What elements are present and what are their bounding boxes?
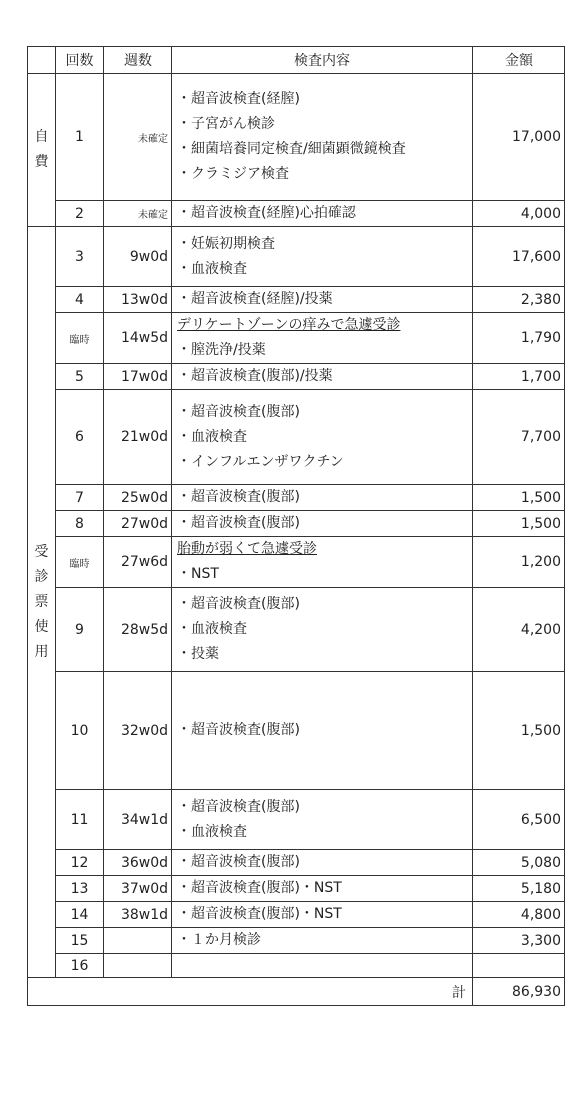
gestational-week: 37w0d [104, 876, 172, 902]
amount: 5,080 [473, 850, 565, 876]
total-row [28, 978, 565, 1006]
exam-line: ・子宮がん検診 [177, 116, 275, 132]
exam-line: ・NST [177, 566, 219, 582]
table-row [28, 850, 565, 876]
table-row [28, 227, 565, 287]
table-row [28, 928, 565, 954]
exam-content [172, 511, 473, 537]
table-row [28, 74, 565, 201]
table-row [28, 537, 565, 588]
group-char: 診 [34, 568, 49, 585]
visit-number: 2 [56, 201, 104, 227]
exam-content [172, 790, 473, 850]
exam-content [172, 537, 473, 588]
gestational-week: 32w0d [104, 672, 172, 790]
amount: 1,500 [473, 511, 565, 537]
exam-cost-table [27, 46, 565, 1006]
table-row [28, 588, 565, 672]
exam-line: ・超音波検査(経膣) [177, 91, 300, 107]
gestational-week: 14w5d [104, 313, 172, 364]
gestational-week: 36w0d [104, 850, 172, 876]
gestational-week: 21w0d [104, 390, 172, 485]
table-row [28, 672, 565, 790]
group-char: 用 [34, 643, 49, 660]
gestational-week: 9w0d [104, 227, 172, 287]
exam-line: ・超音波検査(腹部) [177, 722, 300, 738]
exam-line: ・血液検査 [177, 823, 247, 840]
header-category [28, 47, 56, 74]
amount: 17,600 [473, 227, 565, 287]
amount: 1,700 [473, 364, 565, 390]
exam-line: ・細菌培養同定検査/細菌顕微鏡検査 [177, 141, 406, 157]
gestational-week: 28w5d [104, 588, 172, 672]
visit-number: 臨時 [56, 537, 104, 588]
exam-content [172, 74, 473, 201]
table-row [28, 790, 565, 850]
amount: 17,000 [473, 74, 565, 201]
group-char: 受 [34, 543, 49, 560]
exam-line: ・超音波検査(腹部)/投薬 [177, 368, 333, 384]
exam-line: ・超音波検査(腹部) [177, 596, 300, 612]
exam-content [172, 672, 473, 790]
group-char: 使 [34, 618, 49, 635]
visit-number: 8 [56, 511, 104, 537]
amount: 1,200 [473, 537, 565, 588]
table-row [28, 954, 565, 978]
exam-line: ・膣洗浄/投薬 [177, 342, 266, 358]
exam-content [172, 850, 473, 876]
table-row [28, 902, 565, 928]
exam-content [172, 902, 473, 928]
table-row [28, 201, 565, 227]
exam-content [172, 201, 473, 227]
header-count: 回数 [56, 47, 104, 74]
exam-line: ・超音波検査(腹部) [177, 403, 300, 420]
table-row [28, 390, 565, 485]
exam-line: ・超音波検査(腹部)・NST [177, 906, 342, 922]
group-label-self-pay [28, 74, 56, 227]
gestational-week: 17w0d [104, 364, 172, 390]
visit-number: 15 [56, 928, 104, 954]
amount: 4,800 [473, 902, 565, 928]
amount: 4,000 [473, 201, 565, 227]
visit-number: 10 [56, 672, 104, 790]
exam-line: デリケートゾーンの痒みで急遽受診 [177, 317, 401, 333]
amount [473, 954, 565, 978]
gestational-week: 未確定 [104, 74, 172, 201]
visit-number: 7 [56, 485, 104, 511]
exam-content [172, 928, 473, 954]
gestational-week [104, 928, 172, 954]
exam-line: ・投薬 [177, 646, 219, 662]
exam-line: ・クラミジア検査 [177, 166, 289, 182]
gestational-week: 38w1d [104, 902, 172, 928]
header-amount: 金額 [473, 47, 565, 74]
exam-content [172, 390, 473, 485]
total-label: 計 [28, 978, 473, 1006]
header-content: 検査内容 [172, 47, 473, 74]
visit-number: 6 [56, 390, 104, 485]
amount: 1,790 [473, 313, 565, 364]
amount: 2,380 [473, 287, 565, 313]
table-row [28, 313, 565, 364]
group-char: 費 [34, 154, 49, 170]
total-amount: 86,930 [473, 978, 565, 1006]
header-row [28, 47, 565, 74]
exam-line: ・超音波検査(腹部)・NST [177, 880, 342, 896]
exam-line: ・血液検査 [177, 621, 247, 637]
amount: 1,500 [473, 485, 565, 511]
visit-number: 4 [56, 287, 104, 313]
visit-number: 3 [56, 227, 104, 287]
visit-number: 12 [56, 850, 104, 876]
exam-line: ・超音波検査(腹部) [177, 489, 300, 505]
gestational-week: 25w0d [104, 485, 172, 511]
gestational-week: 27w6d [104, 537, 172, 588]
visit-number: 14 [56, 902, 104, 928]
exam-line: ・血液検査 [177, 260, 247, 277]
group-char: 自 [34, 129, 49, 145]
exam-line: ・超音波検査(腹部) [177, 854, 300, 870]
visit-number: 臨時 [56, 313, 104, 364]
visit-number: 1 [56, 74, 104, 201]
exam-line: ・超音波検査(経膣)/投薬 [177, 291, 333, 307]
amount: 6,500 [473, 790, 565, 850]
exam-line: ・超音波検査(経膣)心拍確認 [177, 205, 356, 221]
table-row [28, 511, 565, 537]
gestational-week: 34w1d [104, 790, 172, 850]
exam-content [172, 954, 473, 978]
amount: 7,700 [473, 390, 565, 485]
gestational-week: 13w0d [104, 287, 172, 313]
group-char: 票 [34, 593, 49, 610]
visit-number: 13 [56, 876, 104, 902]
gestational-week: 未確定 [104, 201, 172, 227]
exam-line: ・超音波検査(腹部) [177, 798, 300, 815]
exam-content [172, 364, 473, 390]
exam-line: ・１か月検診 [177, 932, 261, 948]
visit-number: 5 [56, 364, 104, 390]
exam-content [172, 485, 473, 511]
visit-number: 16 [56, 954, 104, 978]
amount: 4,200 [473, 588, 565, 672]
group-label-ticket [28, 227, 56, 978]
exam-line: 胎動が弱くて急遽受診 [177, 541, 317, 557]
amount: 3,300 [473, 928, 565, 954]
amount: 1,500 [473, 672, 565, 790]
exam-content [172, 287, 473, 313]
exam-line: ・超音波検査(腹部) [177, 515, 300, 531]
header-week: 週数 [104, 47, 172, 74]
amount: 5,180 [473, 876, 565, 902]
visit-number: 9 [56, 588, 104, 672]
gestational-week: 27w0d [104, 511, 172, 537]
table-row [28, 287, 565, 313]
exam-content [172, 227, 473, 287]
gestational-week [104, 954, 172, 978]
exam-line: ・妊娠初期検査 [177, 235, 275, 252]
exam-content [172, 313, 473, 364]
visit-number: 11 [56, 790, 104, 850]
exam-line: ・血液検査 [177, 428, 247, 445]
exam-content [172, 588, 473, 672]
table-row [28, 876, 565, 902]
table-row [28, 364, 565, 390]
exam-line: ・インフルエンザワクチン [177, 453, 344, 470]
table-row [28, 485, 565, 511]
exam-content [172, 876, 473, 902]
